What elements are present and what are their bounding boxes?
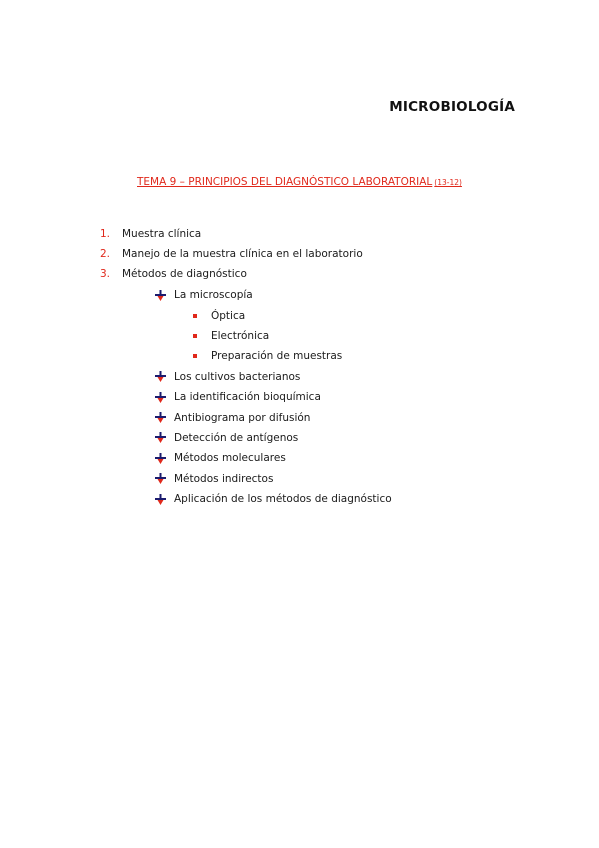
method-item xyxy=(155,448,392,468)
method-label: Antibiograma por difusión xyxy=(174,411,311,424)
sub-method-item xyxy=(193,346,392,366)
method-label: La identificación bioquímica xyxy=(174,391,321,404)
method-label: Los cultivos bacterianos xyxy=(174,370,301,383)
microscopy-sublist xyxy=(155,305,392,366)
method-item xyxy=(155,489,392,509)
method-label: Métodos indirectos xyxy=(174,472,274,485)
section-number: 2. xyxy=(100,248,111,260)
sub-method-label: Preparación de muestras xyxy=(211,350,343,363)
sub-method-item xyxy=(193,305,392,325)
topic-title-text: TEMA 9 – PRINCIPIOS DEL DIAGNÓSTICO LABORATORIAL xyxy=(137,176,433,188)
sub-method-item xyxy=(193,326,392,346)
section-item xyxy=(100,244,363,264)
section-label: Métodos de diagnóstico xyxy=(122,268,247,280)
sub-method-label: Electrónica xyxy=(211,329,270,342)
square-bullet-icon xyxy=(193,334,197,338)
down-arrow-bullet-icon xyxy=(155,371,174,383)
section-item xyxy=(100,264,363,284)
down-arrow-bullet-icon xyxy=(155,493,174,505)
section-list xyxy=(100,224,363,284)
method-label: Métodos moleculares xyxy=(174,452,286,465)
square-bullet-icon xyxy=(193,354,197,358)
method-group xyxy=(155,285,392,367)
down-arrow-bullet-icon xyxy=(155,452,174,464)
method-item xyxy=(155,387,392,407)
topic-title xyxy=(137,176,462,188)
section-label: Manejo de la muestra clínica en el laboratorio xyxy=(122,248,363,260)
section-number: 3. xyxy=(100,268,111,280)
method-item xyxy=(155,285,392,305)
section-label: Muestra clínica xyxy=(122,228,202,240)
methods-list xyxy=(155,285,392,509)
down-arrow-bullet-icon xyxy=(155,289,174,301)
down-arrow-bullet-icon xyxy=(155,391,174,403)
section-number: 1. xyxy=(100,228,111,240)
sub-method-label: Óptica xyxy=(211,309,246,322)
section-item xyxy=(100,224,363,244)
down-arrow-bullet-icon xyxy=(155,473,174,485)
topic-reference: (13-12) xyxy=(434,178,462,187)
method-item xyxy=(155,469,392,489)
method-label: La microscopía xyxy=(174,289,253,302)
down-arrow-bullet-icon xyxy=(155,432,174,444)
square-bullet-icon xyxy=(193,314,197,318)
down-arrow-bullet-icon xyxy=(155,412,174,424)
method-item xyxy=(155,367,392,387)
document-title: MICROBIOLOGÍA xyxy=(389,99,515,115)
method-item xyxy=(155,407,392,427)
method-label: Aplicación de los métodos de diagnóstico xyxy=(174,493,392,506)
method-label: Detección de antígenos xyxy=(174,431,299,444)
method-item xyxy=(155,428,392,448)
